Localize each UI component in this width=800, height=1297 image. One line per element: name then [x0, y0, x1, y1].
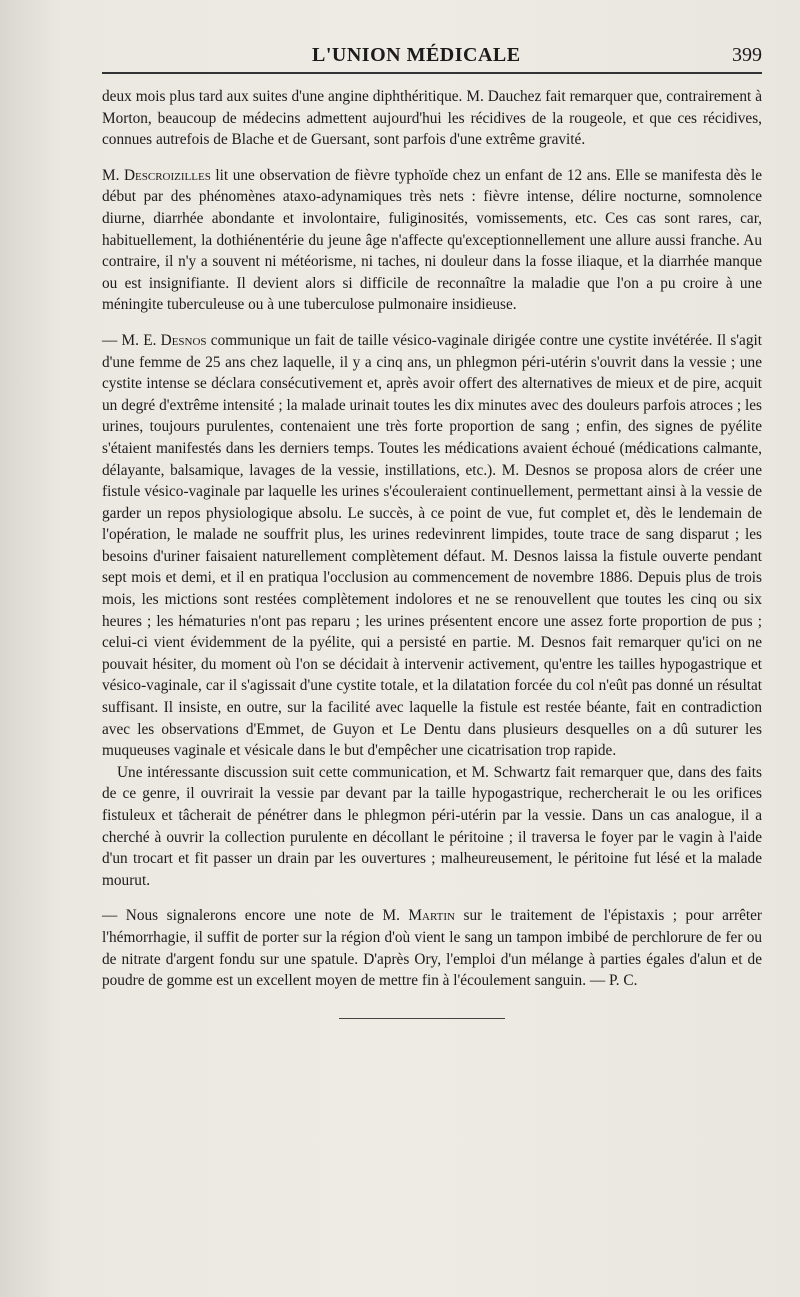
paragraph-text: communique un fait de taille vésico-vaginale dirigée contre une cystite invétérée. Il s'agit d'une femme de 25 ans chez laquelle, il y a cinq ans, un phlegmon péri-utérin s'ouvrit dans la vessie ; une cystite intense se déclara consécutivement et, après avoir offert des alternatives de mieux et de pire, acquit un degré d'extrême intensité ; la malade urinait toutes les dix minutes avec des douleurs parfois atroces ; les urines, toujours purulentes, contenaient une très forte proportion de sang ; enfin, des signes de pyélite s'étaient manifestés dans les derniers temps. Toutes les médications avaient échoué (médications calmante, délayante, balsamique, lavages de la vessie, instillations, etc.). M. Desnos se proposa alors de créer une fistule vésico-vaginale par laquelle les urines s'écouleraient continuellement, permettant ainsi à la vessie de garder un repos physiologique absolu. Le succès, à ce point de vue, fut complet et, dès le lendemain de l'opération, le malade ne souffrit plus, les urines redevinrent limpides, toute trace de sang disparut ; les besoins d'uriner faisaient naturellement complètement défaut. M. Desnos laissa la fistule ouverte pendant sept mois et demi, et il en pratiqua l'occlusion au commencement de novembre 1886. Depuis plus de trois mois, les mictions sont restées complètement indolores et ne se renouvellent que toutes les cinq ou six heures ; les hématuries n'ont pas reparu ; les urines présentent encore une assez forte proportion de pus ; celui-ci vient évidemment de la pyélite, qui a persisté en partie. M. Desnos fait remarquer qu'ici on ne pouvait hésiter, du moment où l'on se décidait à intervenir activement, qu'entre les tailles hypogastrique et vésico-vaginale, car il s'agissait d'une cystite totale, et la dilatation forcée du col n'eût pas donné un résultat suffisant. Il insiste, en outre, sur la facilité avec laquelle la fistule est restée béante, fait en contradiction avec les observations d'Emmet, de Guyon et Le Dentu dans plusieurs desquelles on a dû suturer les muqueuses vaginale et vésicale dans le but d'empêcher une cicatrisation trop rapide.: [102, 331, 762, 760]
paragraph-martin: [102, 905, 762, 991]
author-name: Desnos: [160, 331, 207, 349]
paragraph-text: deux mois plus tard aux suites d'une angine diphthéritique. M. Dauchez fait remarquer que, contrairement à Morton, beaucoup de médecins admettent aujourd'hui les récidives de la rougeole, et que ces récidives, connues autrefois de Blache et de Guersant, sont parfois d'une extrême gravité.: [102, 88, 762, 149]
journal-title: L'UNION MÉDICALE: [312, 44, 521, 66]
paragraph-text: Une intéressante discussion suit cette communication, et M. Schwartz fait remarquer que, dans des faits de ce genre, il ouvrirait la vessie par devant par la taille hypogastrique, rechercherait le ou les orifices fistuleux et tâcherait de pénétrer dans le phlegmon péri-utérin par la vessie. Dans un cas analogue, il a cherché à ouvrir la collection purulente en décollant le péritoine ; il traversa le foyer par le vagin à l'aide d'un trocart et fit passer un drain par les ouvertures ; malheureusement, le péritoine fut lésé et la malade mourut.: [102, 763, 762, 889]
page-number: 399: [732, 44, 762, 66]
running-header: [102, 0, 762, 74]
paragraph-lead: — Nous signalerons encore une note de M.: [102, 907, 409, 925]
author-name: Descroizilles: [124, 166, 211, 184]
paragraph-text: lit une observation de fièvre typhoïde chez un enfant de 12 ans. Elle se manifesta dès le début par des phénomènes ataxo-adynamiques très nets : fièvre intense, délire nocturne, somnolence diurne, diarrhée abondante et involontaire, fuliginosités, vomissements, etc. Ces cas sont rares, car, habituellement, la dothiénentérie du jeune âge n'affecte qu'exceptionnellement une allure aussi franche. Au contraire, il n'y a souvent ni météorisme, ni taches, ni douleur dans la fosse iliaque, et la diarrhée manque ou est insignifiante. Il devient alors si difficile de reconnaître la maladie que l'on a pu croire à une méningite tuberculeuse ou à une tuberculose pulmonaire insidieuse.: [102, 166, 763, 314]
paragraph-dauchez: [102, 86, 762, 151]
paragraph-lead: M.: [102, 166, 124, 184]
author-name: Martin: [408, 907, 455, 925]
paragraph-desnos: [102, 330, 762, 762]
paragraph-schwartz-discussion: [102, 762, 762, 892]
paragraph-lead: — M. E.: [102, 331, 161, 349]
paragraph-descroizilles: [102, 165, 762, 316]
footer-divider: [339, 1018, 505, 1019]
paragraph-text: sur le traitement de l'épistaxis ; pour arrêter l'hémorrhagie, il suffit de porter sur la région d'où vient le sang un tampon imbibé de perchlorure de fer ou de nitrate d'argent fondu sur une spatule. D'après Ory, l'emploi d'un mélange à parties égales d'alun et de poudre de gomme est un excellent moyen de mettre fin à l'écoulement sanguin. — P. C.: [102, 907, 762, 990]
article-body: [102, 86, 762, 992]
